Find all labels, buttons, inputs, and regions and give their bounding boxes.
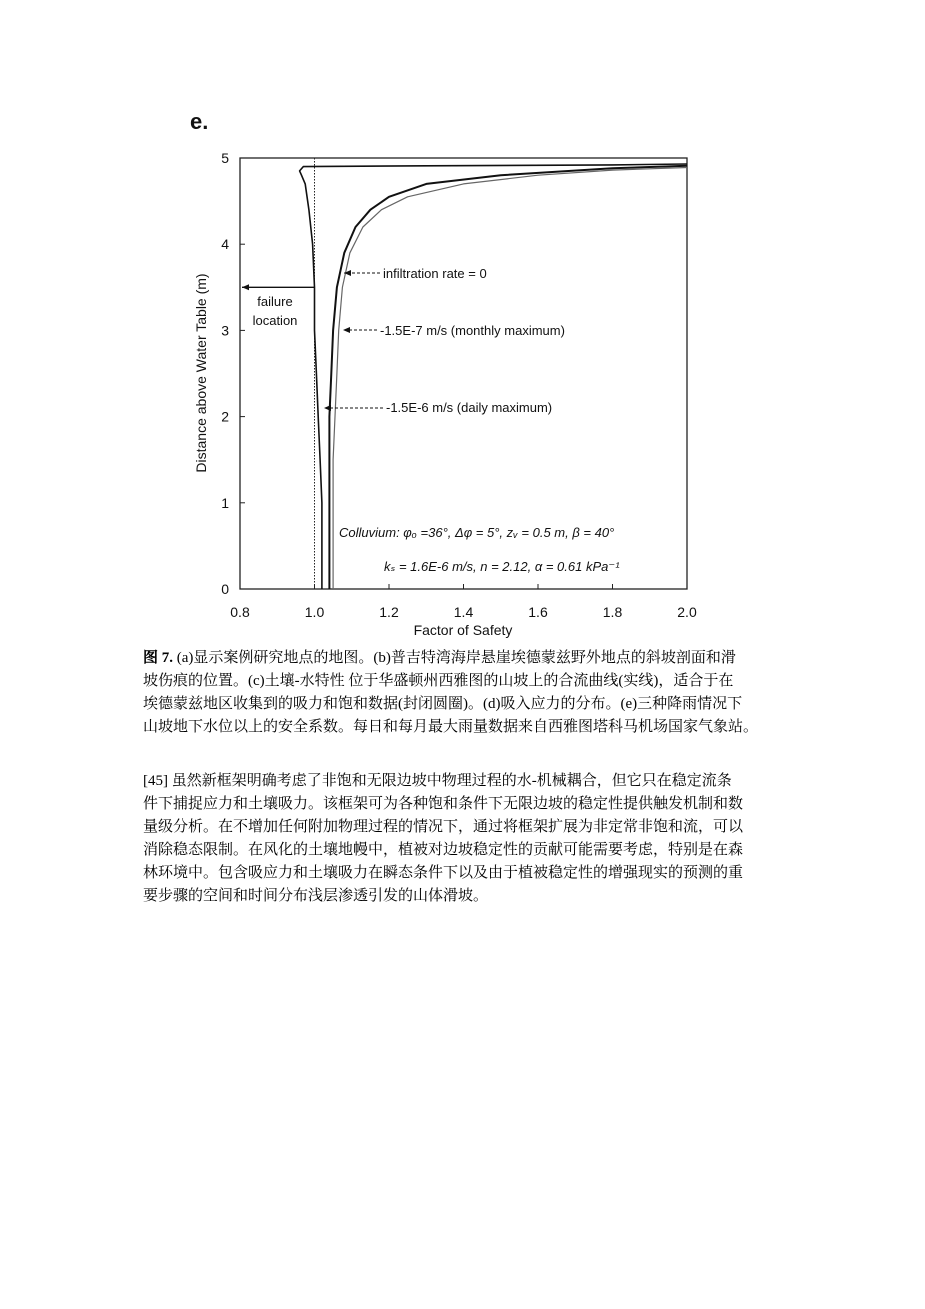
- location-label: location: [252, 313, 298, 328]
- caption-line-2: 坡伤痕的位置。(c)土壤-水特性 位于华盛顿州西雅图的山坡上的合流曲线(实线)，适合于在: [143, 673, 734, 689]
- failure-label: failure: [257, 294, 293, 309]
- axis-ticks: [221, 150, 697, 620]
- monthly-label: -1.5E-7 m/s (monthly maximum): [380, 323, 565, 338]
- paragraph-line-1: [45] 虽然新框架明确考虑了非饱和无限边坡中物理过程的水-机械耦合，但它只在稳定流条: [143, 773, 732, 789]
- paragraph-line-2: 件下捕捉应力和土壤吸力。该框架可为各种饱和条件下无限边坡的稳定性提供触发机制和数: [143, 796, 744, 812]
- panel-label: e.: [190, 109, 209, 134]
- caption-label: 图 7.: [143, 650, 174, 666]
- y-tick-label: 3: [221, 322, 229, 339]
- x-tick-label: 1.6: [528, 604, 548, 620]
- x-tick-label: 1.4: [453, 604, 474, 620]
- params-line-1: Colluvium: φₒ =36°, Δφ = 5°, zᵥ = 0.5 m, β = 40°: [339, 525, 615, 540]
- y-tick-label: 5: [221, 150, 229, 166]
- body-paragraph: [143, 770, 800, 908]
- paragraph-line-3: 量级分析。在不增加任何附加物理过程的情况下，通过将框架扩展为非定常非饱和流，可以: [143, 819, 744, 835]
- params-line-2: kₛ = 1.6E-6 m/s, n = 2.12, α = 0.61 kPa⁻¹: [384, 559, 620, 574]
- x-tick-label: 2.0: [677, 604, 697, 620]
- y-tick-label: 2: [221, 408, 229, 425]
- paragraph-line-4: 消除稳态限制。在风化的土壤地幔中，植被对边坡稳定性的贡献可能需要考虑，特别是在森: [143, 842, 744, 858]
- x-tick-label: 1.8: [602, 604, 623, 620]
- y-tick-label: 0: [221, 581, 229, 597]
- y-tick-label: 1: [221, 494, 229, 511]
- x-tick-label: 1.2: [379, 604, 399, 620]
- daily-label: -1.5E-6 m/s (daily maximum): [386, 400, 553, 415]
- caption-line-4: 山坡地下水位以上的安全系数。每日和每月最大雨量数据来自西雅图塔科马机场国家气象站。: [143, 719, 759, 735]
- paragraph-line-5: 林环境中。包含吸应力和土壤吸力在瞬态条件下以及由于植被稳定性的增强现实的预测的重: [143, 865, 744, 881]
- y-axis-label: Distance above Water Table (m): [193, 273, 209, 473]
- y-tick-label: 4: [221, 236, 229, 253]
- infiltration-zero-label: infiltration rate = 0: [383, 266, 487, 281]
- x-tick-label: 1.0: [304, 604, 325, 620]
- paragraph-line-6: 要步骤的空间和时间分布浅层渗透引发的山体滑坡。: [143, 888, 489, 904]
- x-axis-label: Factor of Safety: [413, 622, 513, 638]
- caption-line-3: 埃德蒙兹地区收集到的吸力和饱和数据(封闭圆圈)。(d)吸入应力的分布。(e)三种降雨情况下: [143, 696, 743, 712]
- caption-line-1: 图 7. (a)显示案例研究地点的地图。(b)普吉特湾海岸悬崖埃德蒙兹野外地点的斜坡剖面和滑: [143, 650, 736, 666]
- x-tick-label: 0.8: [230, 604, 250, 620]
- figure-caption: [143, 647, 800, 739]
